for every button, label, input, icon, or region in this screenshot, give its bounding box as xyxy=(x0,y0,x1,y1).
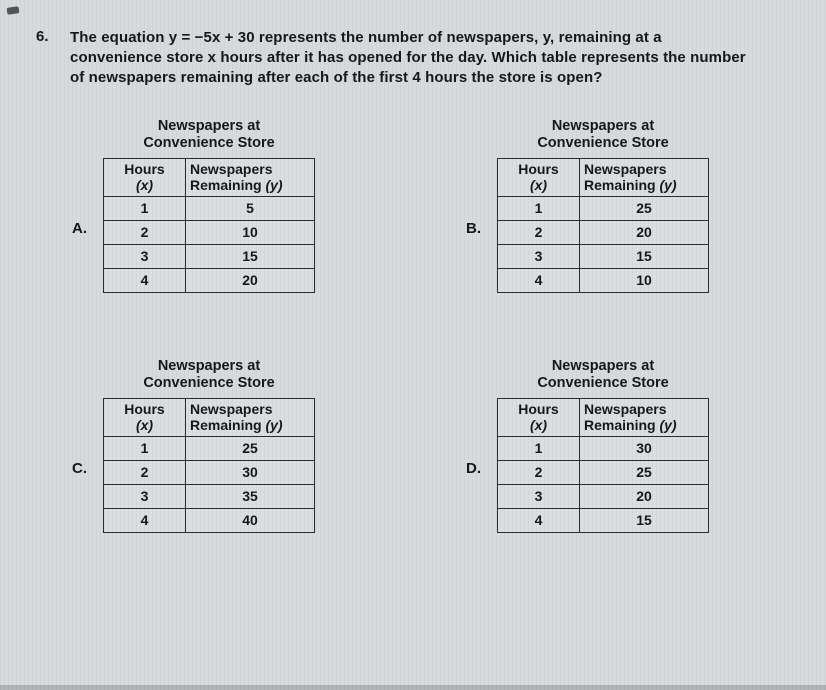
newspapers-cell: 30 xyxy=(580,436,709,460)
table-row xyxy=(104,508,315,532)
table-title-b xyxy=(497,118,709,153)
hours-cell: 4 xyxy=(498,508,580,532)
table-row xyxy=(498,460,709,484)
hours-cell: 1 xyxy=(104,436,186,460)
choice-label-b: B. xyxy=(466,220,481,237)
hours-cell: 2 xyxy=(498,460,580,484)
table-row xyxy=(498,268,709,292)
header-hours xyxy=(104,158,186,196)
hours-cell: 4 xyxy=(104,508,186,532)
table-title-c xyxy=(103,358,315,393)
table-row xyxy=(498,220,709,244)
hours-cell: 3 xyxy=(498,244,580,268)
hours-label: Hours xyxy=(518,160,559,177)
header-hours xyxy=(498,158,580,196)
table-row xyxy=(104,484,315,508)
newspapers-cell: 20 xyxy=(186,268,315,292)
table-row xyxy=(498,196,709,220)
answer-choice-b xyxy=(466,118,709,293)
answer-choice-c xyxy=(72,358,315,533)
hours-variable: (x) xyxy=(135,177,154,194)
question-text: The equation y = −5x + 30 represents the number of newspapers, y, remaining at a convenience store x hours after it has opened for the day. Which table represents the number of newspapers remaining after each of the first 4 hours the store is open? xyxy=(70,29,746,86)
newspapers-label: Newspapers xyxy=(190,400,273,417)
table-row xyxy=(104,460,315,484)
hours-cell: 4 xyxy=(104,268,186,292)
hours-cell: 2 xyxy=(104,220,186,244)
newspapers-cell: 10 xyxy=(580,268,709,292)
hours-variable: (x) xyxy=(529,417,548,434)
header-newspapers xyxy=(580,158,709,196)
table-row xyxy=(498,484,709,508)
hours-cell: 4 xyxy=(498,268,580,292)
scan-artifact xyxy=(7,6,20,15)
hours-label: Hours xyxy=(124,160,165,177)
table-title-line1: Newspapers at xyxy=(157,358,261,374)
newspapers-variable: (y) xyxy=(659,417,677,434)
newspapers-cell: 20 xyxy=(580,484,709,508)
newspapers-cell: 15 xyxy=(580,244,709,268)
newspapers-table-d xyxy=(497,398,709,533)
newspapers-cell: 5 xyxy=(186,196,315,220)
header-newspapers xyxy=(580,398,709,436)
table-row xyxy=(104,196,315,220)
remaining-label: Remaining xyxy=(584,417,656,434)
newspapers-table-a xyxy=(103,158,315,293)
header-newspapers xyxy=(186,158,315,196)
question-block xyxy=(36,28,748,88)
newspapers-cell: 25 xyxy=(580,460,709,484)
newspapers-variable: (y) xyxy=(265,417,283,434)
newspapers-label: Newspapers xyxy=(190,160,273,177)
hours-label: Hours xyxy=(124,400,165,417)
remaining-label: Remaining xyxy=(584,177,656,194)
hours-cell: 3 xyxy=(104,244,186,268)
hours-cell: 1 xyxy=(498,436,580,460)
newspapers-cell: 20 xyxy=(580,220,709,244)
hours-cell: 3 xyxy=(104,484,186,508)
header-hours xyxy=(104,398,186,436)
table-title-line2: Convenience Store xyxy=(537,375,669,392)
table-header-row xyxy=(104,158,315,196)
header-hours xyxy=(498,398,580,436)
hours-cell: 1 xyxy=(104,196,186,220)
table-title-line1: Newspapers at xyxy=(551,118,655,134)
table-title-a xyxy=(103,118,315,153)
hours-cell: 3 xyxy=(498,484,580,508)
table-row xyxy=(104,436,315,460)
newspapers-cell: 35 xyxy=(186,484,315,508)
remaining-label: Remaining xyxy=(190,417,262,434)
table-title-line2: Convenience Store xyxy=(537,135,669,152)
newspapers-table-b xyxy=(497,158,709,293)
table-header-row xyxy=(498,398,709,436)
hours-cell: 2 xyxy=(104,460,186,484)
hours-cell: 2 xyxy=(498,220,580,244)
newspapers-cell: 25 xyxy=(186,436,315,460)
table-row xyxy=(498,436,709,460)
newspapers-table-c xyxy=(103,398,315,533)
table-title-line2: Convenience Store xyxy=(143,135,275,152)
newspapers-label: Newspapers xyxy=(584,400,667,417)
hours-variable: (x) xyxy=(529,177,548,194)
table-title-line1: Newspapers at xyxy=(157,118,261,134)
newspapers-cell: 10 xyxy=(186,220,315,244)
newspapers-cell: 15 xyxy=(580,508,709,532)
newspapers-variable: (y) xyxy=(265,177,283,194)
newspapers-variable: (y) xyxy=(659,177,677,194)
choice-label-a: A. xyxy=(72,220,87,237)
hours-cell: 1 xyxy=(498,196,580,220)
choice-label-c: C. xyxy=(72,460,87,477)
table-row xyxy=(104,220,315,244)
answer-choice-d xyxy=(466,358,709,533)
answer-choice-a xyxy=(72,118,315,293)
header-newspapers xyxy=(186,398,315,436)
newspapers-cell: 25 xyxy=(580,196,709,220)
newspapers-cell: 40 xyxy=(186,508,315,532)
newspapers-cell: 15 xyxy=(186,244,315,268)
table-row xyxy=(498,244,709,268)
table-row xyxy=(498,508,709,532)
newspapers-label: Newspapers xyxy=(584,160,667,177)
choice-label-d: D. xyxy=(466,460,481,477)
hours-label: Hours xyxy=(518,400,559,417)
table-row xyxy=(104,244,315,268)
hours-variable: (x) xyxy=(135,417,154,434)
table-title-line1: Newspapers at xyxy=(551,358,655,374)
table-header-row xyxy=(104,398,315,436)
table-header-row xyxy=(498,158,709,196)
newspapers-cell: 30 xyxy=(186,460,315,484)
table-title-line2: Convenience Store xyxy=(143,375,275,392)
table-title-d xyxy=(497,358,709,393)
question-number: 6. xyxy=(36,28,49,45)
table-row xyxy=(104,268,315,292)
remaining-label: Remaining xyxy=(190,177,262,194)
